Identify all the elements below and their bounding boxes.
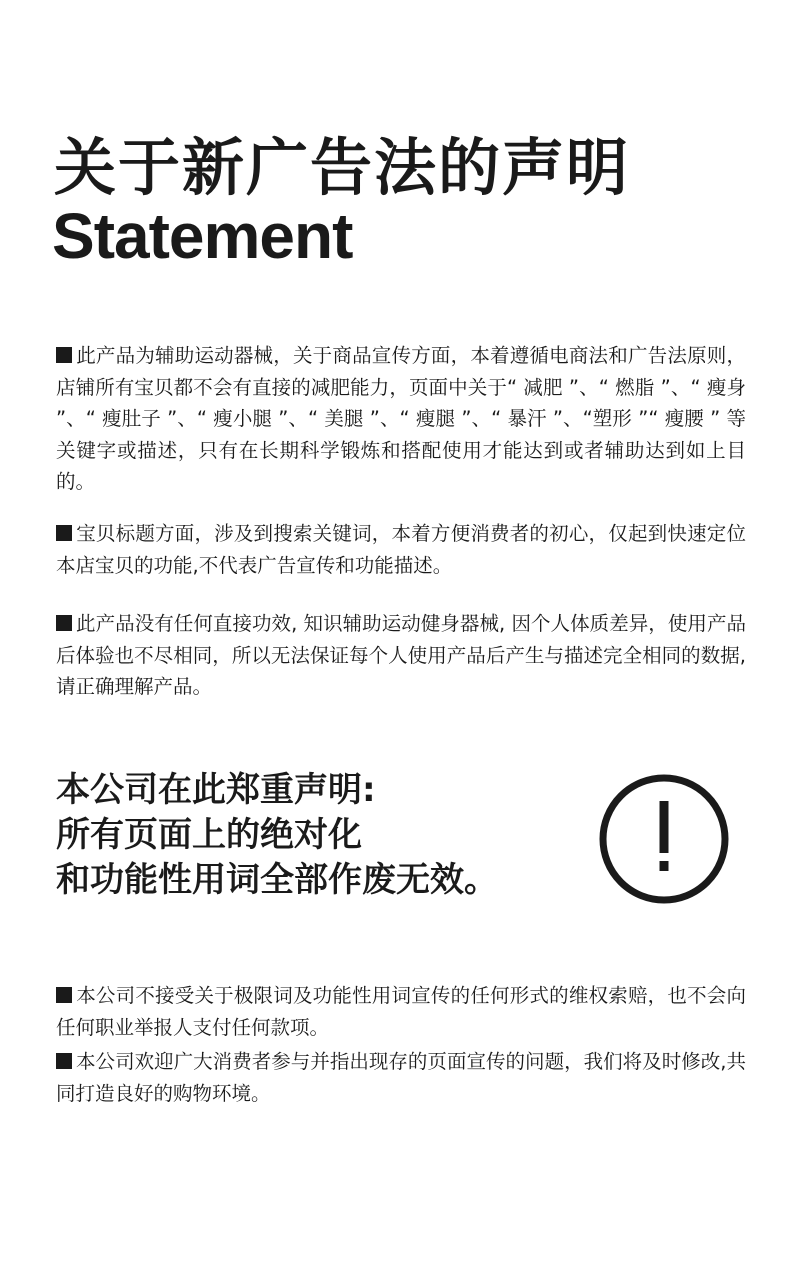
square-bullet-icon xyxy=(56,615,72,631)
footer-paragraph: 本公司欢迎广大消费者参与并指出现存的页面宣传的问题，我们将及时修改,共同打造良好的购物环境。 xyxy=(56,1050,746,1105)
declaration-line: 所有页面上的绝对化 xyxy=(56,815,362,855)
declaration-line: 本公司在此郑重声明: xyxy=(56,770,376,810)
company-declaration xyxy=(56,768,498,903)
exclamation-circle-icon xyxy=(598,773,730,905)
page-subtitle: Statement xyxy=(52,200,353,272)
page-title: 关于新广告法的声明 xyxy=(54,131,631,204)
square-bullet-icon xyxy=(56,1053,72,1069)
statement-paragraph: 宝贝标题方面，涉及到搜索关键词，本着方便消费者的初心，仅起到快速定位本店宝贝的功能,不代表广告宣传和功能描述。 xyxy=(56,522,746,577)
square-bullet-icon xyxy=(56,347,72,363)
statement-paragraph: 此产品没有任何直接功效, 知识辅助运动健身器械, 因个人体质差异，使用产品后体验也不尽相同，所以无法保证每个人使用产品后产生与描述完全相同的数据,请正确理解产品。 xyxy=(56,612,746,698)
square-bullet-icon xyxy=(56,525,72,541)
footer-paragraph: 本公司不接受关于极限词及功能性用词宣传的任何形式的维权索赔，也不会向任何职业举报人支付任何款项。 xyxy=(56,984,746,1039)
declaration-line: 和功能性用词全部作废无效。 xyxy=(56,860,498,900)
square-bullet-icon xyxy=(56,987,72,1003)
statement-paragraph: 此产品为辅助运动器械，关于商品宣传方面，本着遵循电商法和广告法原则，店铺所有宝贝都不会有直接的减肥能力，页面中关于“ 减肥 ”、“ 燃脂 ”、“ 瘦身 ”、“ 瘦肚子 ”、“ 瘦小腿 ”、“ 美腿 ”、“ 瘦腿 ”、“ 暴汗 ”、“塑形 ”“ 瘦腰 ” 等关键字或描述，只有在长期科学锻炼和搭配使用才能达到或者辅助达到如上目的。 xyxy=(56,344,746,493)
